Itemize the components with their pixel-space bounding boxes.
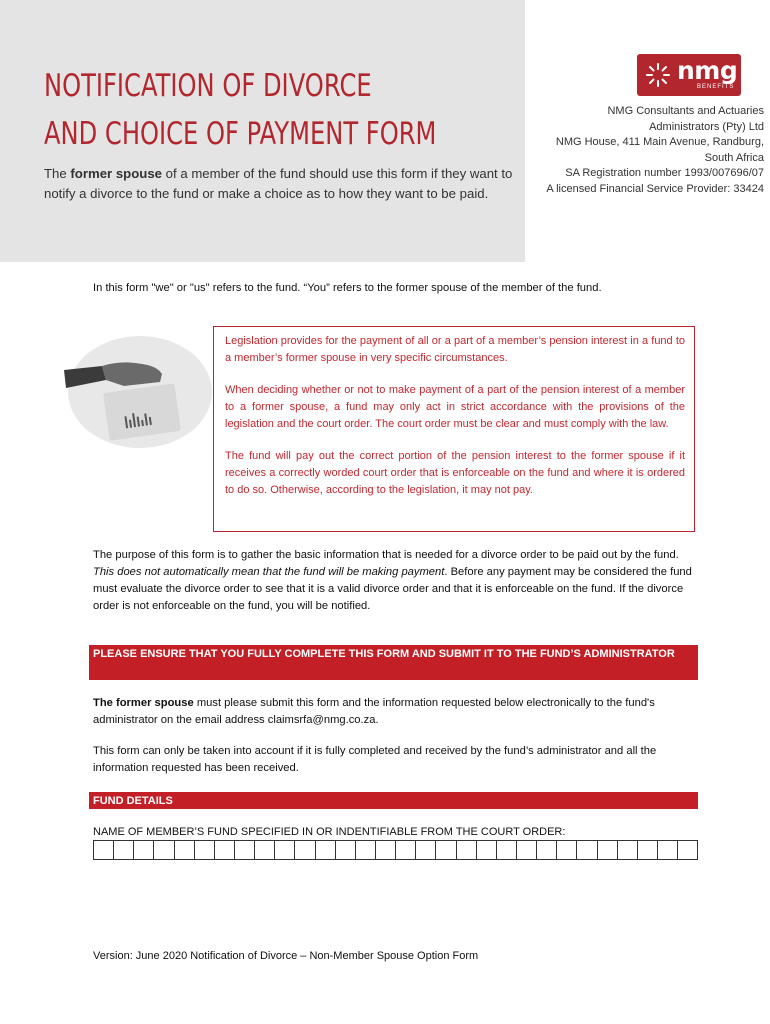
company-address	[504, 104, 764, 197]
intro-text	[44, 164, 514, 204]
version-footer: Version: June 2020 Notification of Divorce – Non-Member Spouse Option Form	[93, 950, 479, 962]
logo-subtext: BENEFITS	[697, 84, 735, 90]
character-box[interactable]	[436, 841, 456, 859]
character-box[interactable]	[376, 841, 396, 859]
character-box[interactable]	[175, 841, 195, 859]
account-paragraph: This form can only be taken into account if it is fully completed and received by the fund’s administrator and all the information requested has been received.	[93, 745, 657, 774]
character-box[interactable]	[577, 841, 597, 859]
logo-text: nmg	[677, 56, 738, 85]
title-line-2: AND CHOICE OF PAYMENT FORM	[44, 116, 437, 152]
character-box[interactable]	[638, 841, 658, 859]
legislation-notice	[213, 326, 695, 532]
character-box[interactable]	[255, 841, 275, 859]
character-box[interactable]	[336, 841, 356, 859]
character-box[interactable]	[235, 841, 255, 859]
character-box[interactable]	[316, 841, 336, 859]
character-box[interactable]	[134, 841, 154, 859]
character-box[interactable]	[477, 841, 497, 859]
address-line: Administrators (Pty) Ltd	[649, 120, 764, 133]
character-box[interactable]	[678, 841, 697, 859]
intro-bold: former spouse	[70, 166, 162, 181]
character-box[interactable]	[295, 841, 315, 859]
character-box[interactable]	[497, 841, 517, 859]
character-box[interactable]	[215, 841, 235, 859]
character-box[interactable]	[154, 841, 174, 859]
character-box[interactable]	[457, 841, 477, 859]
character-box[interactable]	[396, 841, 416, 859]
address-line: A licensed Financial Service Provider: 33424	[546, 182, 764, 195]
court-order-illustration	[62, 330, 212, 450]
fund-name-label: NAME OF MEMBER’S FUND SPECIFIED IN OR INDENTIFIABLE FROM THE COURT ORDER:	[93, 826, 566, 838]
purpose-italic: This does not automatically mean that the fund will be making payment	[93, 566, 445, 578]
burst-icon	[645, 62, 671, 88]
submit-paragraph	[93, 695, 698, 729]
intro-post: of a member of the fund should use this form if they want to notify a divorce to the fund or make a choice as to how they want to be paid.	[44, 166, 513, 201]
character-box[interactable]	[275, 841, 295, 859]
character-box[interactable]	[557, 841, 577, 859]
header-panel	[0, 0, 525, 262]
submit-bold: The former spouse	[93, 697, 194, 709]
character-box[interactable]	[94, 841, 114, 859]
nmg-logo	[637, 54, 741, 96]
purpose-paragraph	[93, 547, 698, 615]
character-box[interactable]	[658, 841, 678, 859]
intro-pre: The	[44, 166, 71, 181]
fund-name-input[interactable]	[93, 840, 698, 860]
address-line: South Africa	[704, 151, 764, 164]
fund-details-banner: FUND DETAILS	[89, 792, 698, 809]
character-box[interactable]	[598, 841, 618, 859]
legislation-p1: Legislation provides for the payment of all or a part of a member’s pension interest in a fund to a member’s former spouse in very specific circumstances.	[225, 335, 685, 364]
character-box[interactable]	[517, 841, 537, 859]
address-line: NMG House, 411 Main Avenue, Randburg,	[555, 136, 764, 148]
page-title	[44, 62, 437, 158]
submit-text: must please submit this form and the information requested below electronically to the fund's administrator on the email address claimsrfa@nmg.co.za.	[93, 697, 655, 726]
character-box[interactable]	[416, 841, 436, 859]
address-line: NMG Consultants and Actuaries	[607, 105, 764, 117]
ensure-banner: PLEASE ENSURE THAT YOU FULLY COMPLETE THIS FORM AND SUBMIT IT TO THE FUND’S ADMINISTRATOR	[89, 645, 698, 680]
definition-paragraph: In this form "we" or "us" refers to the fund. “You” refers to the former spouse of the member of the fund.	[93, 282, 602, 294]
title-line-1: NOTIFICATION OF DIVORCE	[44, 68, 372, 104]
address-line: SA Registration number 1993/007696/07	[565, 167, 764, 179]
legislation-p2: When deciding whether or not to make payment of a part of the pension interest of a member to a former spouse, a fund may only act in strict accordance with the provisions of the legislation and the court order. The court order must be clear and must comply with the law.	[225, 384, 685, 430]
character-box[interactable]	[537, 841, 557, 859]
purpose-pre: The purpose of this form is to gather the basic information that is needed for a divorce order to be paid out by the fund.	[93, 549, 679, 561]
character-box[interactable]	[195, 841, 215, 859]
purpose-post: . Before any payment may be considered the fund must evaluate the divorce order to see that it is a valid divorce order and that it is enforceable on the fund. If the divorce order is not enforceable on the fund, you will be notified.	[93, 566, 692, 612]
legislation-p3: The fund will pay out the correct portion of the pension interest to the former spouse if it receives a correctly worded court order that is enforceable on the fund and where it is ordered to do so. Otherwise, according to the legislation, it may not pay.	[225, 450, 685, 496]
character-box[interactable]	[618, 841, 638, 859]
character-box[interactable]	[356, 841, 376, 859]
character-box[interactable]	[114, 841, 134, 859]
